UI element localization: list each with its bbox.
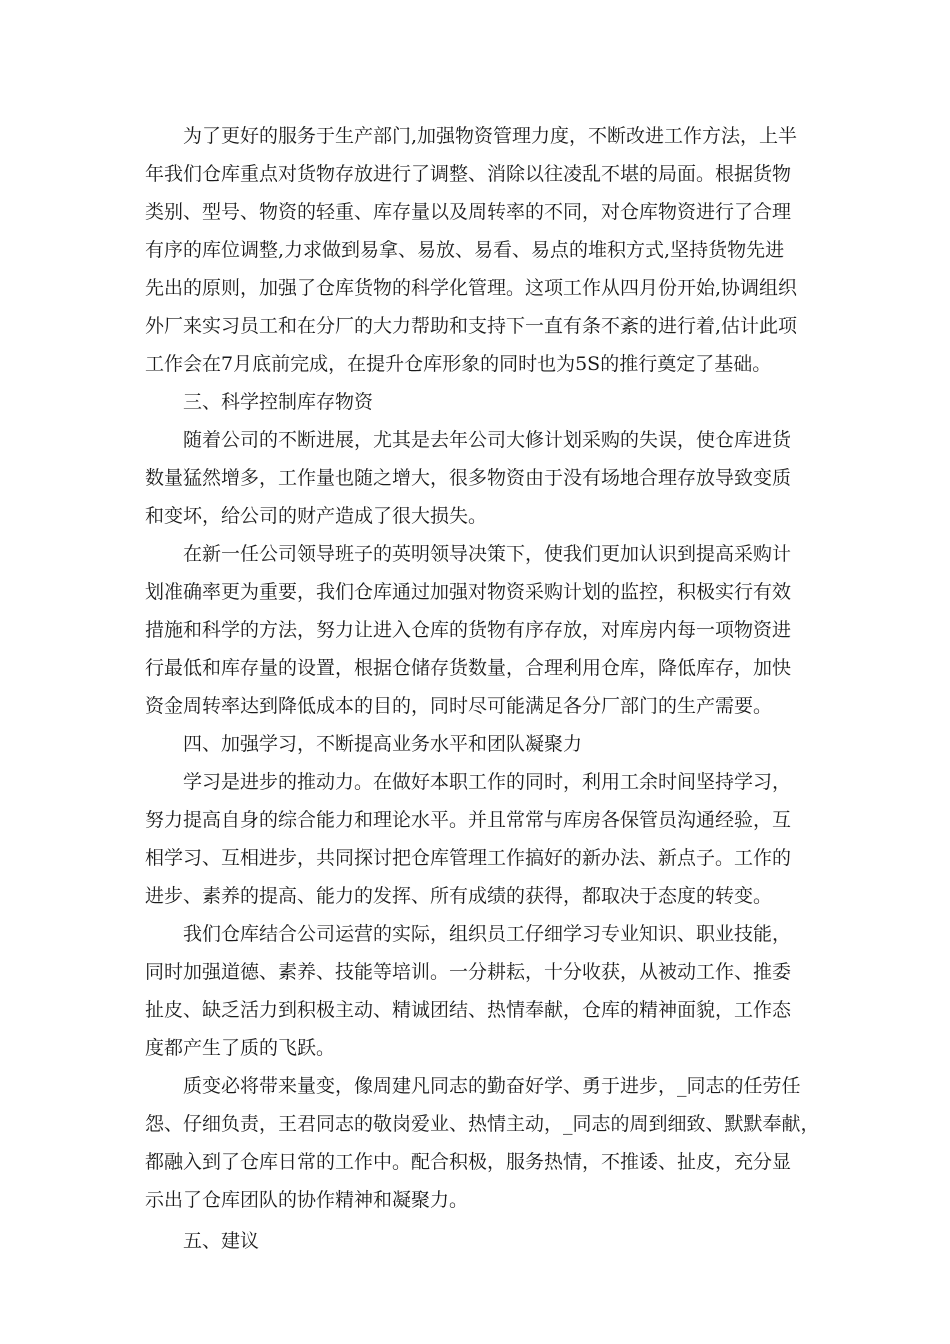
paragraph-line: 外厂来实习员工和在分厂的大力帮助和支持下一直有条不紊的进行着,估计此项 [145,315,798,337]
paragraph-line: 示出了仓库团队的协作精神和凝聚力。 [145,1189,469,1211]
paragraph-line: 相学习、互相进步，共同探讨把仓库管理工作搞好的新办法、新点子。工作的 [145,847,792,869]
paragraph-line: 质变必将带来量变，像周建凡同志的勤奋好学、勇于进步，_同志的任劳任 [183,1075,801,1097]
paragraph-line: 随着公司的不断进展，尤其是去年公司大修计划采购的失误，使仓库进货 [183,429,792,451]
paragraph-line: 度都产生了质的飞跃。 [145,1037,336,1059]
paragraph-line: 类别、型号、物资的轻重、库存量以及周转率的不同，对仓库物资进行了合理 [145,201,792,223]
paragraph-line: 措施和科学的方法，努力让进入仓库的货物有序存放，对库房内每一项物资进 [145,619,792,641]
paragraph-line: 都融入到了仓库日常的工作中。配合积极，服务热情，不推诿、扯皮，充分显 [145,1151,792,1173]
paragraph-line: 行最低和库存量的设置，根据仓储存货数量，合理利用仓库，降低库存，加快 [145,657,792,679]
section-heading: 三、科学控制库存物资 [183,391,374,413]
paragraph-line: 有序的库位调整,力求做到易拿、易放、易看、易点的堆积方式,坚持货物先进 [145,239,785,261]
paragraph-line: 我们仓库结合公司运营的实际，组织员工仔细学习专业知识、职业技能， [183,923,792,945]
paragraph-line: 资金周转率达到降低成本的目的，同时尽可能满足各分厂部门的生产需要。 [145,695,773,717]
section-heading: 四、加强学习，不断提高业务水平和团队凝聚力 [183,733,583,755]
paragraph-line: 先出的原则，加强了仓库货物的科学化管理。这项工作从四月份开始,协调组织 [145,277,798,299]
paragraph-line: 学习是进步的推动力。在做好本职工作的同时，利用工余时间坚持学习， [183,771,792,793]
paragraph-line: 年我们仓库重点对货物存放进行了调整、消除以往凌乱不堪的局面。根据货物 [145,163,792,185]
paragraph-line: 数量猛然增多，工作量也随之增大，很多物资由于没有场地合理存放导致变质 [145,467,792,489]
paragraph-line: 进步、素养的提高、能力的发挥、所有成绩的获得，都取决于态度的转变。 [145,885,773,907]
paragraph-line: 工作会在7月底前完成，在提升仓库形象的同时也为5S的推行奠定了基础。 [145,353,772,375]
section-heading: 五、建议 [183,1230,260,1252]
paragraph-line: 和变坏，给公司的财产造成了很大损失。 [145,505,488,527]
paragraph-line: 扯皮、缺乏活力到积极主动、精诚团结、热情奉献，仓库的精神面貌，工作态 [145,999,792,1021]
paragraph-line: 同时加强道德、素养、技能等培训。一分耕耘，十分收获，从被动工作、推委 [145,961,792,983]
paragraph-line: 划准确率更为重要，我们仓库通过加强对物资采购计划的监控，积极实行有效 [145,581,792,603]
paragraph-line: 努力提高自身的综合能力和理论水平。并且常常与库房各保管员沟通经验，互 [145,809,792,831]
paragraph-line: 在新一任公司领导班子的英明领导决策下，使我们更加认识到提高采购计 [183,543,792,565]
paragraph-line: 怨、仔细负责，王君同志的敬岗爱业、热情主动，_同志的周到细致、默默奉献， [145,1113,820,1135]
paragraph-line: 为了更好的服务于生产部门,加强物资管理力度，不断改进工作方法，上半 [183,125,798,147]
